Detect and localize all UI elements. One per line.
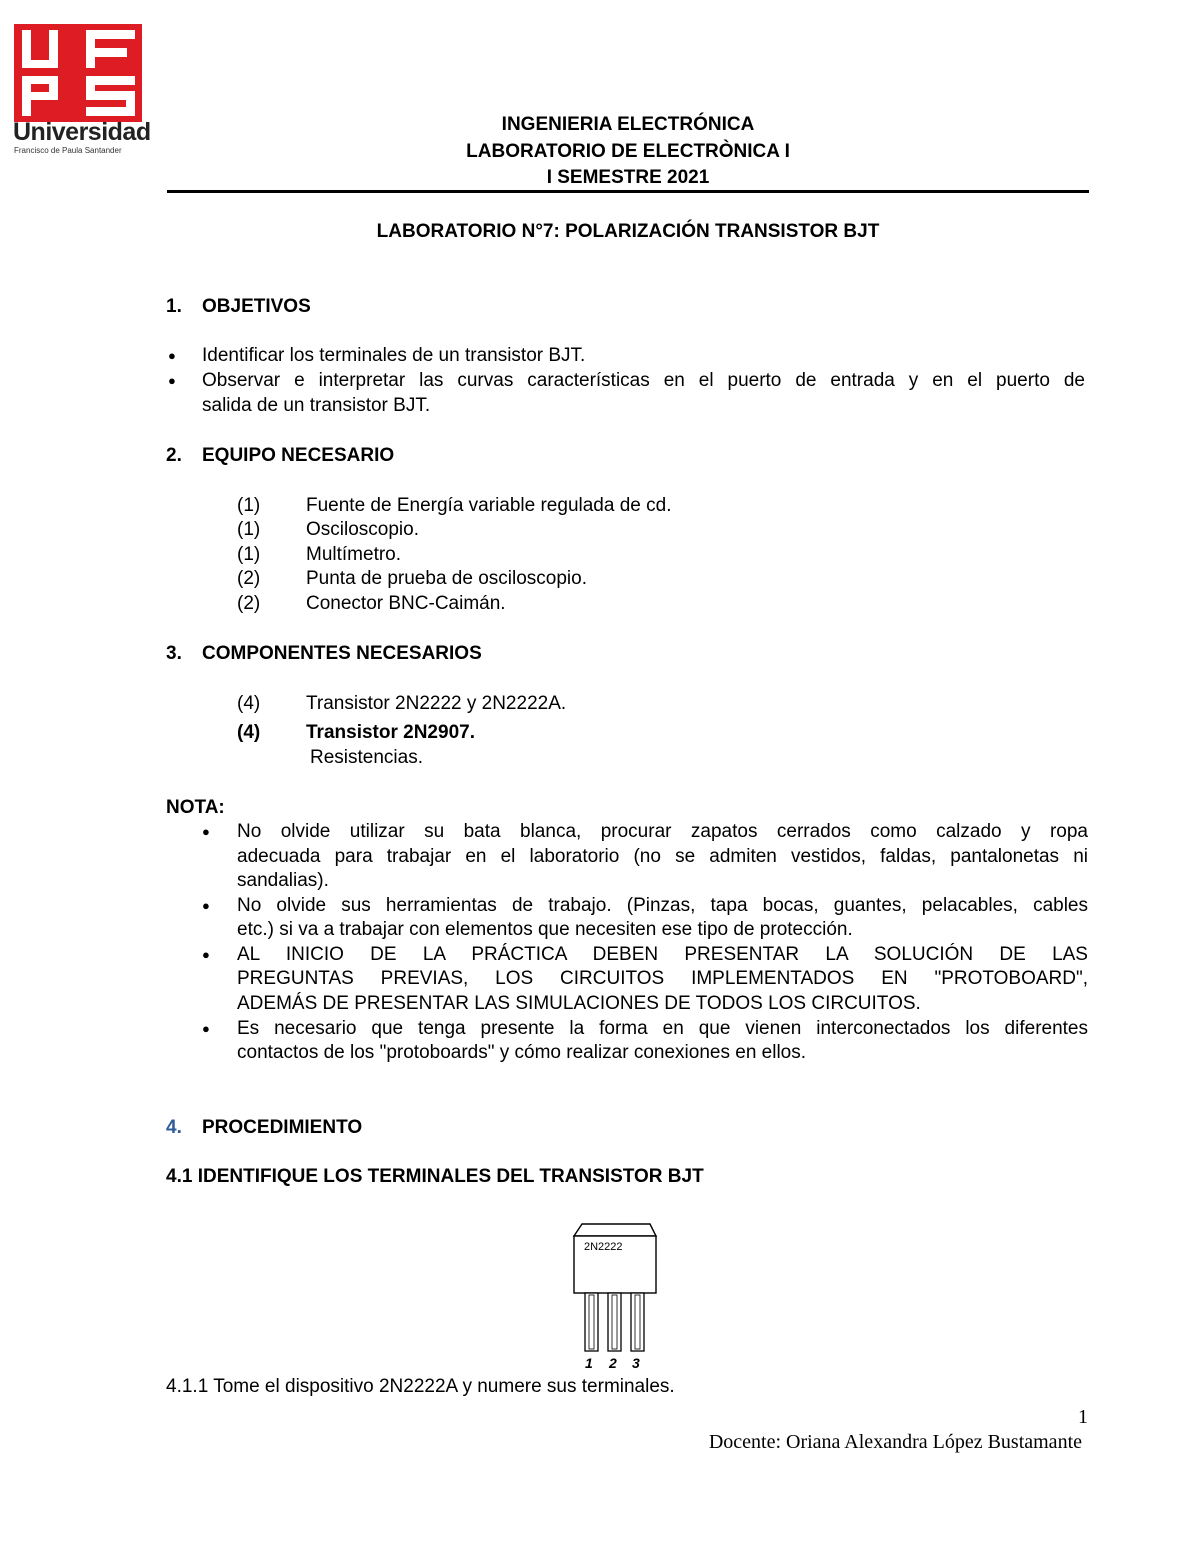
section-2-title: EQUIPO NECESARIO [202,445,395,466]
objetivo-item: Observar e interpretar las curvas características en el puerto de entrada y en el puerto de [202,370,1085,391]
nota-line: contactos de los "protoboards" y cómo realizar conexiones en ellos. [237,1042,807,1063]
step-4-1-1: 4.1.1 Tome el dispositivo 2N2222A y numere sus terminales. [166,1376,675,1397]
equipo-qty: (1) [237,519,261,540]
componente-qty: (4) [237,722,261,743]
logo-name: Universidad [13,118,151,146]
equipo-text: Osciloscopio. [306,519,419,540]
bullet-icon: ● [202,1021,210,1036]
nota-title: NOTA: [166,797,225,818]
bullet-icon: ● [202,947,210,962]
section-4-number: 4. [166,1117,182,1138]
section-3-number: 3. [166,643,182,664]
nota-line: No olvide utilizar su bata blanca, procurar zapatos cerrados como calzado y ropa [237,821,1088,842]
equipo-text: Fuente de Energía variable regulada de cd. [306,495,672,516]
section-1-title: OBJETIVOS [202,296,311,317]
componente-text: Transistor 2N2907. [306,722,475,743]
componente-text: Resistencias. [310,747,423,768]
section-1-number: 1. [166,296,182,317]
subsection-4-1-title: 4.1 IDENTIFIQUE LOS TERMINALES DEL TRANSISTOR BJT [166,1166,704,1187]
objetivo-item: Identificar los terminales de un transistor BJT. [202,345,586,366]
bullet-icon: ● [202,824,210,839]
componente-text: Transistor 2N2222 y 2N2222A. [306,693,567,714]
bullet-icon: ● [202,898,210,913]
section-4-title: PROCEDIMIENTO [202,1117,363,1138]
equipo-text: Punta de prueba de osciloscopio. [306,568,587,589]
bullet-icon: ● [168,348,176,363]
header-line-3: I SEMESTRE 2021 [546,167,710,188]
footer-docente: Docente: Oriana Alexandra López Bustamante [708,1431,1082,1453]
bullet-icon: ● [168,373,176,388]
pin-label: 1 [585,1355,593,1371]
nota-line: sandalias). [237,870,329,891]
pin-label: 2 [609,1355,617,1371]
section-3-title: COMPONENTES NECESARIOS [202,643,482,664]
nota-line: adecuada para trabajar en el laboratorio (no se admiten vestidos, faldas, pantalonetas ni [237,846,1088,867]
nota-line: PREGUNTAS PREVIAS, LOS CIRCUITOS IMPLEMENTADOS EN "PROTOBOARD", [237,968,1088,989]
equipo-qty: (2) [237,568,261,589]
equipo-qty: (1) [237,544,261,565]
logo-subtitle: Francisco de Paula Santander [14,146,122,155]
transistor-label: 2N2222 [584,1241,623,1253]
equipo-text: Multímetro. [306,544,402,565]
header-line-2: LABORATORIO DE ELECTRÒNICA I [466,141,790,162]
header-divider [167,190,1089,193]
nota-line: etc.) si va a trabajar con elementos que necesiten ese tipo de protección. [237,919,853,940]
equipo-qty: (2) [237,593,261,614]
equipo-qty: (1) [237,495,261,516]
transistor-figure [568,1222,664,1374]
lab-title: LABORATORIO N°7: POLARIZACIÓN TRANSISTOR BJT [376,221,880,242]
header-line-1: INGENIERIA ELECTRÓNICA [501,114,755,135]
nota-line: No olvide sus herramientas de trabajo. (Pinzas, tapa bocas, guantes, pelacables, cables [237,895,1088,916]
university-logo [12,22,151,157]
equipo-text: Conector BNC-Caimán. [306,593,506,614]
section-2-number: 2. [166,445,182,466]
page-number: 1 [1078,1406,1088,1428]
componente-qty: (4) [237,693,261,714]
pin-label: 3 [632,1355,640,1371]
nota-line: AL INICIO DE LA PRÁCTICA DEBEN PRESENTAR LA SOLUCIÓN DE LAS [237,944,1088,965]
nota-line: ADEMÁS DE PRESENTAR LAS SIMULACIONES DE TODOS LOS CIRCUITOS. [237,993,921,1014]
objetivo-item-continued: salida de un transistor BJT. [202,395,431,416]
nota-line: Es necesario que tenga presente la forma en que vienen interconectados los diferentes [237,1018,1088,1039]
